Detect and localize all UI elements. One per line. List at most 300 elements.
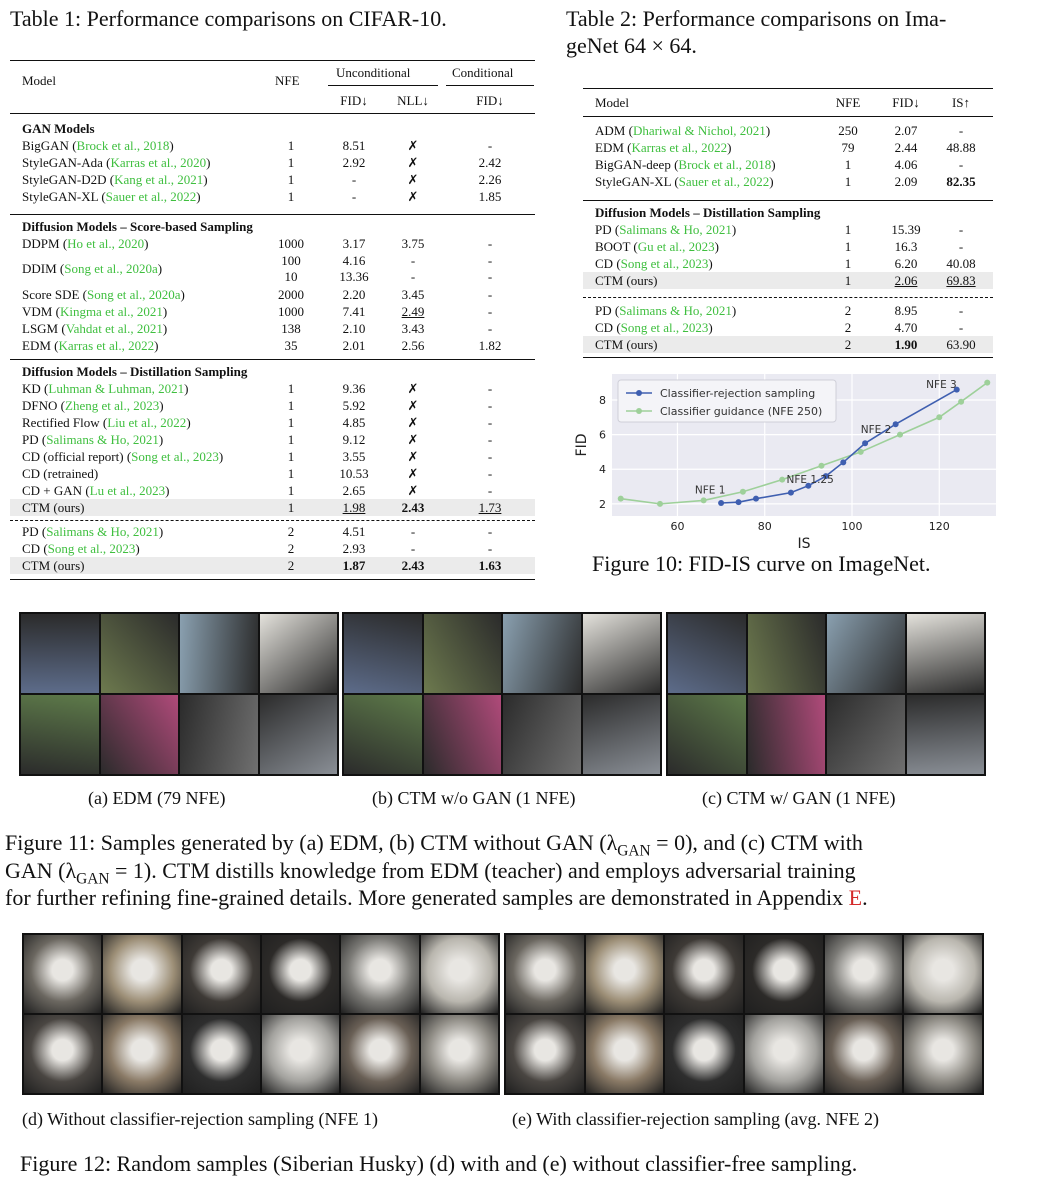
cell-is: - — [958, 303, 964, 318]
figure12-caption: Figure 12: Random samples (Siberian Husky) (d) with and (e) without classifier-free sampling. — [20, 1151, 858, 1176]
cell-fid: 2.10 — [342, 321, 366, 336]
table-row — [10, 414, 535, 431]
cell-nll: ✗ — [407, 189, 419, 204]
table-row — [583, 272, 993, 289]
cell-nfe: 1000 — [278, 304, 304, 319]
table-row — [583, 319, 993, 336]
table-row — [583, 238, 993, 255]
citation-link[interactable]: Kingma et al., 2021 — [59, 304, 163, 319]
header-model: Model — [22, 73, 56, 88]
table-row — [583, 173, 993, 190]
cell-nll: ✗ — [407, 415, 419, 430]
citation-link[interactable]: Brock et al., 2018 — [678, 157, 772, 172]
husky-sample-image — [421, 1015, 498, 1093]
sample-image — [827, 695, 905, 774]
data-point — [958, 399, 964, 405]
legend-label: Classifier guidance (NFE 250) — [660, 405, 823, 418]
husky-sample-image — [341, 1015, 418, 1093]
sample-image — [583, 695, 661, 774]
citation-link[interactable]: Sauer et al., 2022 — [678, 174, 770, 189]
model-name: Rectified Flow (Liu et al., 2022) — [22, 415, 191, 430]
data-point — [657, 501, 663, 507]
table-row — [10, 235, 535, 252]
cell-cond-fid: - — [487, 524, 493, 539]
data-point — [718, 500, 724, 506]
citation-link[interactable]: Karras et al., 2020 — [110, 155, 207, 170]
cell-nfe: 2 — [844, 337, 852, 352]
table2-header-row — [583, 94, 993, 111]
cell-nfe: 1 — [844, 174, 852, 189]
y-tick-label: 4 — [599, 463, 606, 477]
table2-caption-line1: Table 2: Performance comparisons on Ima- — [566, 6, 947, 31]
y-axis-label: FID — [574, 433, 590, 457]
cell-cond-fid: 1.63 — [478, 558, 502, 573]
model-name: PD (Salimans & Ho, 2021) — [595, 222, 737, 237]
legend-label: Classifier-rejection sampling — [660, 387, 816, 400]
husky-sample-image — [24, 935, 101, 1013]
model-name: VDM (Kingma et al., 2021) — [22, 304, 168, 319]
header-underline — [446, 85, 534, 86]
figure11-caption-line3: for further refining fine-grained details. More generated samples are demonstrated in Appendix E. — [5, 885, 868, 910]
cell-cond-fid: - — [487, 466, 493, 481]
table-row — [10, 337, 535, 354]
cell-fid: 1.90 — [894, 337, 918, 352]
cell-fid: 10.53 — [339, 466, 369, 481]
cell-nll: 2.43 — [401, 558, 425, 573]
model-name: CTM (ours) — [595, 337, 658, 352]
x-tick-label: 100 — [841, 520, 863, 533]
cell-fid: 2.65 — [342, 483, 366, 498]
model-name: DDPM (Ho et al., 2020) — [22, 236, 149, 251]
cell-nfe: 1 — [287, 415, 295, 430]
model-name: CD (Song et al., 2023) — [595, 320, 713, 335]
cell-fid: 4.06 — [894, 157, 918, 172]
citation-link[interactable]: Kang et al., 2021 — [114, 172, 204, 187]
citation-link[interactable]: Song et al., 2023 — [620, 320, 709, 335]
husky-sample-image — [586, 1015, 664, 1093]
cell-nfe: 100 — [281, 253, 301, 268]
table-row — [583, 221, 993, 238]
sample-image — [583, 614, 661, 693]
appendix-link[interactable]: E — [848, 885, 863, 910]
cell-is: 63.90 — [946, 337, 976, 352]
data-point — [840, 459, 846, 465]
figure10-caption: Figure 10: FID-IS curve on ImageNet. — [592, 551, 931, 576]
model-name: StyleGAN-XL (Sauer et al., 2022) — [595, 174, 774, 189]
data-point — [779, 477, 785, 483]
legend-swatch-marker — [636, 408, 642, 414]
data-point — [862, 440, 868, 446]
model-name: CD (retrained) — [22, 466, 99, 481]
citation-link[interactable]: Salimans & Ho, 2021 — [46, 524, 159, 539]
cell-nfe: 79 — [841, 140, 855, 155]
data-point — [818, 463, 824, 469]
figure11-grid-edm — [19, 612, 339, 776]
cell-fid: 2.06 — [894, 273, 918, 288]
model-name: CD + GAN (Lu et al., 2023) — [22, 483, 170, 498]
header-fid: FID↓ — [340, 93, 368, 108]
cell-fid: 2.09 — [894, 174, 918, 189]
cell-fid: 2.01 — [342, 338, 366, 353]
cell-nfe: 1 — [287, 172, 295, 187]
table2-caption-line2: geNet 64 × 64. — [566, 33, 697, 58]
cell-cond-fid: - — [487, 381, 493, 396]
cell-nfe: 10 — [284, 269, 298, 284]
citation-link[interactable]: Lu et al., 2023 — [89, 483, 166, 498]
table-rule — [10, 359, 535, 360]
table-rule — [583, 200, 993, 201]
model-name: StyleGAN-D2D (Kang et al., 2021) — [22, 172, 208, 187]
sample-image — [424, 614, 502, 693]
model-name: PD (Salimans & Ho, 2021) — [22, 432, 164, 447]
sample-image — [668, 695, 746, 774]
data-point — [893, 421, 899, 427]
cell-is: - — [958, 320, 964, 335]
point-annotation: NFE 3 — [926, 378, 957, 391]
cell-fid: 3.55 — [342, 449, 366, 464]
cell-nfe: 138 — [281, 321, 301, 336]
sample-image — [260, 614, 338, 693]
citation-link[interactable]: Song et al., 2020a — [64, 261, 158, 276]
cell-fid: 6.20 — [894, 256, 918, 271]
husky-sample-image — [825, 935, 903, 1013]
model-name: BigGAN (Brock et al., 2018) — [22, 138, 174, 153]
model-name: PD (Salimans & Ho, 2021) — [22, 524, 164, 539]
data-point — [897, 432, 903, 438]
figure11-caption-line1: Figure 11: Samples generated by (a) EDM, (b) CTM without GAN $(\lambda_{GAN} = 0)$, and (c) CTM with — [5, 830, 863, 860]
model-name: PD (Salimans & Ho, 2021) — [595, 303, 737, 318]
husky-sample-image — [665, 1015, 743, 1093]
model-name: CTM (ours) — [22, 500, 85, 515]
model-name: Score SDE (Song et al., 2020a) — [22, 287, 185, 302]
section-title: Diffusion Models – Score-based Sampling — [22, 219, 253, 234]
header-nll: NLL↓ — [397, 93, 429, 108]
cell-fid: 1.87 — [342, 558, 366, 573]
sample-image — [344, 614, 422, 693]
citation-link[interactable]: Liu et al., 2022 — [107, 415, 187, 430]
figure11-caption-line2: GAN $(\lambda_{GAN} = 1)$. CTM distills knowledge from EDM (teacher) and employs adversarial training — [5, 858, 856, 888]
cell-cond-fid: - — [487, 541, 493, 556]
citation-link[interactable]: Dhariwal & Nichol, 2021 — [632, 123, 766, 138]
cell-fid: 5.92 — [342, 398, 366, 413]
cell-nfe: 2 — [287, 524, 295, 539]
cell-is: - — [958, 123, 964, 138]
table-row — [10, 482, 535, 499]
data-point — [618, 496, 624, 502]
cell-fid: 9.12 — [342, 432, 366, 447]
cell-is: - — [958, 239, 964, 254]
cell-nfe: 1 — [844, 239, 852, 254]
table-rule — [583, 116, 993, 117]
sample-image — [503, 695, 581, 774]
cell-fid: - — [351, 189, 357, 204]
citation-link[interactable]: Vahdat et al., 2021 — [65, 321, 163, 336]
cell-nfe: 1 — [287, 466, 295, 481]
figure11-subcaption-c: (c) CTM w/ GAN (1 NFE) — [702, 788, 896, 808]
citation-link[interactable]: Salimans & Ho, 2021 — [619, 222, 732, 237]
fid-is-chart — [572, 368, 1002, 548]
figure12-grid-without — [22, 933, 500, 1095]
table-row — [10, 252, 535, 286]
cell-is: 69.83 — [946, 273, 976, 288]
model-name: LSGM (Vahdat et al., 2021) — [22, 321, 168, 336]
cell-nll: 2.43 — [401, 500, 425, 515]
husky-sample-image — [745, 1015, 823, 1093]
figure11-grid-ctm-no-gan — [342, 612, 662, 776]
cell-cond-fid: - — [487, 287, 493, 302]
table2 — [583, 88, 993, 360]
model-name: CD (Song et al., 2023) — [595, 256, 713, 271]
citation-link[interactable]: Gu et al., 2023 — [637, 239, 715, 254]
cell-fid: 4.70 — [894, 320, 918, 335]
cell-nfe: 1 — [844, 222, 852, 237]
cell-fid: 8.95 — [894, 303, 918, 318]
sample-image — [344, 695, 422, 774]
cell-cond-fid: 1.73 — [478, 500, 502, 515]
citation-link[interactable]: Salimans & Ho, 2021 — [619, 303, 732, 318]
data-point — [701, 497, 707, 503]
husky-sample-image — [745, 935, 823, 1013]
table-row — [583, 255, 993, 272]
cell-cond-fid: - — [487, 398, 493, 413]
cell-fid: 9.36 — [342, 381, 366, 396]
citation-link[interactable]: Luhman & Luhman, 2021 — [48, 381, 185, 396]
cell-nll: ✗ — [407, 466, 419, 481]
table-row — [583, 302, 993, 319]
table-row — [10, 154, 535, 171]
figure11-subcaption-b: (b) CTM w/o GAN (1 NFE) — [372, 788, 576, 808]
cell-cond-fid: - — [487, 304, 493, 319]
cell-nfe: 1 — [844, 273, 852, 288]
header-nfe: NFE — [835, 95, 861, 110]
model-name: ADM (Dhariwal & Nichol, 2021) — [595, 123, 771, 138]
cell-nfe: 2 — [844, 303, 852, 318]
table-row — [10, 523, 535, 540]
model-name: KD (Luhman & Luhman, 2021) — [22, 381, 189, 396]
cell-fid: 7.41 — [342, 304, 366, 319]
citation-link[interactable]: Song et al., 2023 — [131, 449, 219, 464]
cell-nfe: 1 — [287, 449, 295, 464]
model-name: DFNO (Zheng et al., 2023) — [22, 398, 164, 413]
sample-image — [748, 695, 826, 774]
citation-link[interactable]: Karras et al., 2022 — [631, 140, 728, 155]
header-model: Model — [595, 95, 629, 110]
cell-nll: ✗ — [407, 155, 419, 170]
cell-nfe: 1000 — [278, 236, 304, 251]
cell-nfe: 1 — [287, 432, 295, 447]
sample-image — [101, 695, 179, 774]
husky-sample-image — [586, 935, 664, 1013]
model-name: CTM (ours) — [22, 558, 85, 573]
model-name: EDM (Karras et al., 2022) — [22, 338, 159, 353]
cell-nfe: 1 — [844, 157, 852, 172]
table-row — [10, 448, 535, 465]
cell-is: 48.88 — [946, 140, 976, 155]
table-row — [10, 499, 535, 516]
cell-cond-fid: - — [487, 253, 493, 268]
citation-link[interactable]: Sauer et al., 2022 — [105, 189, 197, 204]
table-row — [10, 320, 535, 337]
section-title: Diffusion Models – Distillation Sampling — [595, 205, 821, 220]
table-row — [583, 139, 993, 156]
table-row — [10, 303, 535, 320]
model-name: StyleGAN-XL (Sauer et al., 2022) — [22, 189, 201, 204]
cell-nfe: 2 — [287, 558, 295, 573]
figure12-grid-with — [504, 933, 984, 1095]
data-point — [753, 496, 759, 502]
sample-image — [424, 695, 502, 774]
cell-nll: 3.75 — [401, 236, 425, 251]
cell-fid: 2.93 — [342, 541, 366, 556]
cell-cond-fid: - — [487, 449, 493, 464]
model-name: BigGAN-deep (Brock et al., 2018) — [595, 157, 776, 172]
citation-link[interactable]: Ho et al., 2020 — [67, 236, 145, 251]
cell-fid: 13.36 — [339, 269, 369, 284]
dashed-separator — [583, 297, 993, 298]
cell-nfe: 1 — [844, 256, 852, 271]
table-row — [10, 465, 535, 482]
cell-nfe: 35 — [284, 338, 298, 353]
header-nfe: NFE — [275, 73, 300, 88]
data-point — [740, 489, 746, 495]
citation-link[interactable]: Zheng et al., 2023 — [65, 398, 160, 413]
y-tick-label: 2 — [599, 497, 606, 511]
table-row — [10, 137, 535, 154]
data-point — [736, 499, 742, 505]
table-row — [10, 540, 535, 557]
cell-fid: 2.07 — [894, 123, 918, 138]
husky-sample-image — [103, 935, 180, 1013]
husky-sample-image — [262, 1015, 339, 1093]
husky-sample-image — [103, 1015, 180, 1093]
point-annotation: NFE 1.25 — [786, 474, 834, 487]
x-tick-label: 120 — [928, 520, 950, 533]
model-name: DDIM (Song et al., 2020a) — [22, 261, 163, 276]
cell-nfe: 2 — [844, 320, 852, 335]
table-row — [10, 171, 535, 188]
cell-nll: 3.43 — [401, 321, 425, 336]
cell-nfe: 1 — [287, 483, 295, 498]
cell-nfe: 1 — [287, 381, 295, 396]
table-row — [10, 380, 535, 397]
y-tick-label: 8 — [599, 393, 606, 407]
cell-is: - — [958, 157, 964, 172]
cell-nfe: 1 — [287, 398, 295, 413]
figure12-subcaption-e: (e) With classifier-rejection sampling (avg. NFE 2) — [512, 1109, 879, 1129]
cell-fid: 8.51 — [342, 138, 366, 153]
husky-sample-image — [183, 1015, 260, 1093]
citation-link[interactable]: Song et al., 2020a — [87, 287, 181, 302]
citation-link[interactable]: Karras et al., 2022 — [58, 338, 155, 353]
cell-fid: 4.16 — [342, 253, 366, 268]
table-rule — [583, 88, 993, 89]
model-name: BOOT (Gu et al., 2023) — [595, 239, 719, 254]
cell-nfe: 1 — [287, 500, 295, 515]
point-annotation: NFE 2 — [860, 423, 892, 436]
cell-nll: ✗ — [407, 483, 419, 498]
cell-nfe: 1 — [287, 189, 295, 204]
dashed-separator — [10, 520, 535, 521]
point-annotation: NFE 1 — [694, 484, 726, 497]
table1-caption: Table 1: Performance comparisons on CIFAR-10. — [10, 6, 447, 31]
cell-fid: 4.51 — [342, 524, 366, 539]
cell-nll: ✗ — [407, 432, 419, 447]
table1-header-row2 — [10, 92, 535, 109]
sample-image — [21, 614, 99, 693]
cell-cond-fid: - — [487, 415, 493, 430]
cell-nll: - — [410, 269, 416, 284]
citation-link[interactable]: Salimans & Ho, 2021 — [46, 432, 159, 447]
husky-sample-image — [506, 935, 584, 1013]
citation-link[interactable]: Brock et al., 2018 — [76, 138, 170, 153]
sample-image — [748, 614, 826, 693]
cell-cond-fid: 1.85 — [478, 189, 502, 204]
cell-cond-fid: - — [487, 138, 493, 153]
sample-image — [907, 614, 985, 693]
table-row — [583, 336, 993, 353]
cell-fid: 2.92 — [342, 155, 366, 170]
husky-sample-image — [341, 935, 418, 1013]
cell-fid: 3.17 — [342, 236, 366, 251]
x-tick-label: 60 — [670, 520, 685, 533]
x-axis-label: IS — [797, 536, 811, 548]
husky-sample-image — [421, 935, 498, 1013]
sample-image — [180, 695, 258, 774]
header-fid: FID↓ — [892, 95, 920, 110]
cell-nll: ✗ — [407, 172, 419, 187]
cell-nfe: 2000 — [278, 287, 304, 302]
table-row — [583, 122, 993, 139]
sample-image — [827, 614, 905, 693]
model-name: CTM (ours) — [595, 273, 658, 288]
husky-sample-image — [665, 935, 743, 1013]
cell-fid: 1.98 — [342, 500, 366, 515]
table-row — [10, 188, 535, 205]
legend-swatch-marker — [636, 390, 642, 396]
model-name: StyleGAN-Ada (Karras et al., 2020) — [22, 155, 211, 170]
model-name: EDM (Karras et al., 2022) — [595, 140, 732, 155]
cell-nll: - — [410, 524, 416, 539]
table-rule — [10, 579, 535, 580]
header-conditional: Conditional — [452, 65, 514, 80]
x-tick-label: 80 — [757, 520, 772, 533]
citation-link[interactable]: Song et al., 2023 — [620, 256, 709, 271]
cell-nfe: 1 — [287, 138, 295, 153]
data-point — [984, 380, 990, 386]
section-title: Diffusion Models – Distillation Sampling — [22, 364, 248, 379]
cell-is: 40.08 — [946, 256, 976, 271]
y-tick-label: 6 — [599, 428, 606, 442]
sample-image — [21, 695, 99, 774]
header-is: IS↑ — [951, 95, 971, 110]
table-row — [10, 397, 535, 414]
husky-sample-image — [24, 1015, 101, 1093]
table-row — [10, 286, 535, 303]
model-name: CD (Song et al., 2023) — [22, 541, 140, 556]
section-title: GAN Models — [22, 121, 95, 136]
cell-cond-fid: - — [487, 269, 493, 284]
data-point — [788, 490, 794, 496]
table-row — [583, 156, 993, 173]
cell-cond-fid: 2.26 — [478, 172, 502, 187]
citation-link[interactable]: Song et al., 2023 — [47, 541, 136, 556]
cell-cond-fid: 2.42 — [478, 155, 502, 170]
cell-cond-fid: - — [487, 483, 493, 498]
table1-header-row — [10, 64, 535, 81]
cell-nll: 3.45 — [401, 287, 425, 302]
husky-sample-image — [262, 935, 339, 1013]
table-rule — [583, 357, 993, 358]
